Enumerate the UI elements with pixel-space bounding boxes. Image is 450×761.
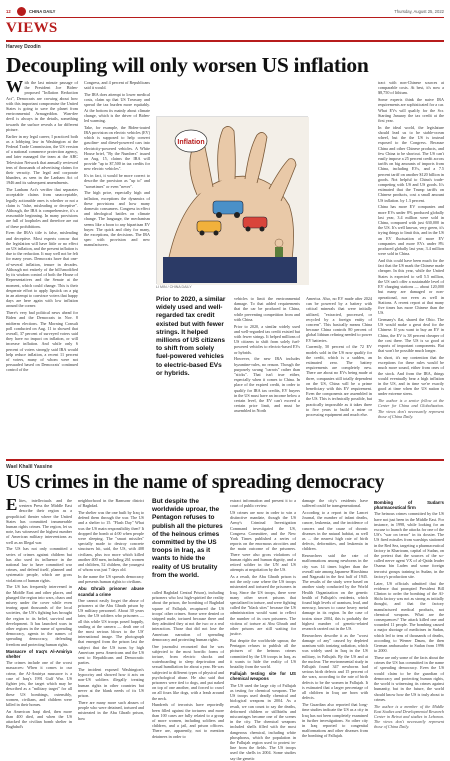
article2-para: But despite the worldwide uproar, the Pentagon refuses to publish all the pictures of the heinous crimes committed by the US troops in Iraq, as it wants to hide the reality of US brutality from the world.	[230, 638, 296, 670]
article1-column-5	[378, 80, 444, 455]
page-header	[6, 6, 444, 18]
article2-para: neighborhood in the Ramsonr district of Baghdad.	[78, 498, 144, 509]
article1-para: There's very bad political news ahead for Biden and the Democrats in Nov. 8 midterm elections. The Morning Consult poll conducted on Aug. 11 to showed that overall, 37 percent of surveyed voters said they have no impact on inflation, or will increase inflation. And while only 6 percent of voters strongly said IRA would help reduce inflation, a recent 11 percent of voters, many of whom were not persuaded based on Democrats' continued control of the	[6, 310, 78, 373]
article1-para: In short, it's my contention that the exceptions for these rules would be much more sound, either from ones of the stock. And from the IRA, things would eventually bear a high inflation in the US, and in time we're exactly good at time when the US nation is under extreme stress.	[378, 354, 444, 397]
article1-byline: Harvey Dzodin	[6, 44, 41, 50]
article2-pull-quote: But despite the worldwide uproar, the Pentagon refuses to publish all the pictures of the heinous crimes committed by the US troops in Iraq, as it wants to hide the reality of US brutality from the world.	[152, 498, 223, 579]
article2-para: Hundreds of terrorists have reportedly been filled against the torturers and more than 100 cases are fully related to a group of more women, including soldiers and children, and a jail, and prison officers. There are, apparently, not to mention detainees in order to	[152, 702, 224, 739]
article2-para: One journalist recounted that he was subjected to the most horrific forms of torture, from electric shocks and waterboarding to sleep deprivation and sexual humiliation for about a year. He was subjected to different types of physical and psychological abuse. He also said that prisoners were tied to dogs, and put naked on top of one another, and forced to crawl on all fours like dogs, with a leash around the neck.	[152, 643, 224, 701]
article1-para: Congress, and 4 percent of Republicans said it would.	[84, 80, 150, 91]
article2-para: The US has not only committed a series of crimes against children but has also used its influence in the national law to have committed war crimes, and defend itself, planned and systematic people, which are gross violations of human rights.	[6, 546, 72, 583]
page-number: 12	[6, 9, 11, 14]
article2-para: The incident exposed Washington's hypocrisy and showed how it acts on non-US soldiers illegally treating human rights in other countries but never at the blank needs of its US prison.	[78, 667, 144, 699]
article2-column-2	[78, 498, 144, 744]
article2-column-4	[230, 498, 296, 761]
article2-para: Later, US officials admitted that the evidence that prompted President Bill Clinton to order the bombing of the Al-Shifa factory was not as strong as initially thought, and that the factory manufactured medical products, not chemical weapons. What are the consequences? The attack killed one and wounded 11 people. The bombing caused a major shortage of medicines in Sudan, which led to tens of thousands of deaths, according to Werner Daum, the then German ambassador to Sudan from 1996 to 2000.	[374, 580, 444, 654]
article1-column-2	[84, 80, 150, 455]
article2-para: The US has frequently intervened in the Middle East and other places, and plunged the region into wars, chaos and misery under the cover while even tearing apart thousands of the local societies, the US's fighting has brought the region to its belief, survival and development. It has launched wars in other regions in the name of spreading democracy, agents in the names of spreading democracy, defending freedom and protecting human rights.	[6, 584, 72, 647]
article1-para: Some experts think the naive IRA requirements are sophisticated for a car. What EVs will qualify for the Scr. Starting January the tax credit at the first year.	[378, 97, 444, 124]
article1-para: The Lanham Act's verifier that separates acceptable claims from unacceptable, legally actionable ones is whether or not a claim is "false, misleading or deceptive". Although, the IRA is comprehensive, it's a reasonable beginning. In many provisions are full of loopholes and therefore are out of these prohibitions.	[6, 187, 78, 229]
article2-byline: Wael Khalil Yassine	[6, 464, 53, 470]
article2-para: US crimes are now in order to win a distinctive mandate, though the US Army's Criminal Investigation Command investigated the US, Congress Committee, and the New York Times published a series of reports on the enormous atrocities and the main outcome of the prisoners. There were also gross violations of human rights and human dignity, and a retired soldier in the UN and US attempts at negotiation by the US.	[230, 510, 296, 573]
article2-dropcap: E	[6, 495, 18, 514]
china-daily-logo-icon	[17, 7, 26, 16]
article1-para: China has more EV companies and more EVs under 8% produced globally last year, 3.4 million were sold in China, compared with just 630,000 in the US. It's well known, very green, it's trying things to limit this, and in the US an EV fluctuation of more EV companies and more EVs under 8% produced globally last year, 3.4 million were sold in China.	[378, 204, 444, 257]
article1-para: The IRA does attempt to lower medical costs, claim up that US Treasury and spread the tax burden more equitably. At the bottom its mainly about climate change, which is the driver of Biden-led warming.	[84, 92, 150, 124]
article2-para: In the name the US spreads democracy and presents human rights to civilians.	[78, 574, 144, 585]
cartoon-credit: LI MIN / CHINA DAILY	[156, 285, 192, 289]
article2-para: lites, intellectuals and the western Press the Middle East describe their region as a geopolitical theater where the United States has committed innumerable human rights crimes. The region, let us note, has witnessed the highest number of American military interventions as well as an Illegal war.	[6, 498, 72, 545]
article2-column-6	[374, 498, 444, 744]
article2-column-3	[152, 590, 224, 744]
article1-para: ith the last minute passage of the President Joe Biden-proposed "Inflation Reduction Act", Democrats are crowing about how with this important compromise the United States is going to save the planet from environmental Armageddon. Wan-dee devil is always in the details, something towards the surface reveals a far different picture.	[6, 80, 78, 132]
article2-headline: US crimes in the name of spreading democracy	[6, 472, 385, 493]
section-title: VIEWS	[6, 20, 58, 36]
article2-para: There are many more such abuses of people who were detained, tortured and mistreated in the Abu Ghraib prison, how	[78, 699, 144, 721]
article1-para: However, the new IRA includes byzantine-rules, no reason. Though the purposely swung "carrots" rather than "sticks". That isn't true either, especially when it comes to China. In place of the expired credit, in order to qualify for IRA tax credits, EV buyers in the US must have an income below a certain level, the EV can't exceed a certain price limit, and must be assembled in North	[234, 356, 300, 414]
article1-dropcap: W	[6, 77, 23, 96]
article2-para: Researchers describe it as the "worst damage of any" caused by depleted uranium with ionizing radiation, which was widely used in Iraq in the US military, in Fallujah. By the US and at the nuclear. The environmental study in Fallujah found 347 newborns had serious birth defects and 15 percent of the wars, according to the rate of birth defects to be the women in Fallujah. It is estimated that a larger percentage of all children in Iraq are born with defects.	[302, 632, 368, 701]
article2-para: The heinous crimes committed by the US have not just been in the Middle East. For instance, in 1998, while looking for an excuse to launch the attacks for one of the US's "war on terror" in its dossier. The US fired missiles from warships stationed in the Red Sea, targeting a pharmaceutical factory in Khartoum, capital of Sudan, on the pretext that the sources of the so-called nerve agent VX of al-Qaida leader Osama bin Laden and some foreign terrorist groups training in Sudan, in the factory's production site.	[374, 511, 444, 579]
article1-column-4b	[306, 296, 372, 456]
article1-para: Germany's flat, shared the Ohio. The US would make a great deal for the Chinese. If you want to buy an EV in China, the EV is 38 percent cheaper of the cost there. The US is so good at exports of important components. But that won't be possible much longer.	[378, 316, 444, 354]
article2-subhead: Abu Ghraib prisoner abuse scandal a crime	[78, 586, 144, 597]
article2-para: One cannot easily forget the abuse of prisoners at the Abu Ghraib prison by US military personnel. About 30 years later, the US soldiers who prisoners — all this while US troops posed happily, smiling at the camera — dealt one of the most serious blows to the US' international image. The photograph that emerged from the prison last the subject that the US turns by high American press Americans and the US sent to Republicans and Democratic parties.	[78, 597, 144, 666]
article1-author-note: The author is a senior fellow at the Center for China and Globalization. The views don't necessarily represent those of China Daily.	[378, 398, 444, 419]
publication-name: CHINA DAILY	[29, 9, 56, 14]
article1-para: It's in fact, it would be more correct to describe the provision as "up to" and "sometimes" or even "never".	[84, 173, 150, 189]
article2-para: These are only some of the facts about the crimes the US has committed in the name of spreading democracy. Even the US would claim to be the guardian of democracy and protecting human rights, the world is witnessing its crimes against humanity, but in the future, the world should know how the US is truly about to crimes.	[374, 655, 444, 702]
cartoon-inflation-label: Inflation	[177, 139, 205, 146]
article2-para: called Baghdad Central Prison), including prisoners who lost high-spirited the reality about the prison, the bombing of Baghdad square of Fallujah, recaptured the US troops' other crimes. Some were denied or stripped nude, tortured because there and they admitted they at not the two or a real interaction. Those that did not lose the American narration of spreading democracy and protecting human rights.	[152, 590, 224, 642]
article2-author-note: The author is a member of the Middle East Studies and Developmental Research Center in Beirut and studies in Lebanon. The views don't necessarily represent those of China Daily.	[374, 703, 444, 730]
inflation-cartoon-illustration	[157, 117, 309, 285]
issue-date: Thursday, August 25, 2022	[394, 9, 444, 14]
article1-para: The high price, especially high and inflation, exceptions the dynamics of these provisions and how many domestic consumers. Congress in effect and ideological battles on climate change. The language, the mechanism seems like a boon to any bipartisan EV buyer. The quick and dirty for many, the exceptions, the decisions. The IRA spec with provision and new manufacturers.	[84, 190, 150, 248]
article2-para: The shelter was the one built by Iraq to defend them through the war. The US and a shelter to 15. "Flash Day" What was the US main responsibility then? It dropped the bomb at 4:00 when people were sleeping. The "smart missiles" specially made to destroy concrete structures hit, said, the US, with 408 civilians, plus two more which killed another 400 men, including 261 women and children, 52 children, the youngest of whom was just 7 days old.	[78, 510, 145, 573]
article2-para: An American Iraqi died, then more than 400 died, and when the US attacked the civilian bomb shelter in Baghdad's	[6, 708, 72, 730]
section-rule	[6, 40, 444, 42]
article2-subhead: Fallujah testing site for US chemical weapons	[230, 671, 296, 682]
article2-para: extract information and present it to a court of public review.	[230, 498, 296, 509]
article1-para: Currently, 50 percent of the 72 EV models sold in the US now qualify for the credit, which is a sudden, an estimated zero. The battery requirements are completely new. There are about no EVs being made at three, companies still totally dependent on the US, China will be a prime beneficiary with this EV requirement. Even the components are assembled in the US. This is technically possible, but practically impossible as it takes three to five years to build a mine or processing equipment and much else.	[306, 344, 372, 418]
article1-para: tract with non-Chinese sources at comparable costs. At best, it's now a $8,750 of lithium.	[378, 80, 444, 96]
article1-para: America. Also, no EV made after 2024 can be powered by a battery with critical minerals that were initially utilized, "extracted, processed, or recycled by a foreign entity of concern". This basically means China because China controls 80 percent of global lithium refining needed to power EV batteries.	[306, 296, 372, 343]
article2-subhead: Bombing of Sudan's pharmaceutical firm	[374, 500, 444, 511]
article2-column-5	[302, 498, 368, 744]
article2-para: According to a report in the Lancet Journal, the number of infant deaths, cancer, leukemia, and the incidence of cancers and the cause of chronic diseases in the natural habitat, as well as ... the nearest high rate of birth defects, deformities, and leukemia in children.	[302, 510, 368, 552]
article1-para: And this could have been much for the fact that the US mark the Chinese made cheaper. In this year, while the United States is expected to sell 5.5 million, the US can't offer a sustainable level of EV charging stations — about 120,000 but many are damaged or non-operational, nor even as well in Stations. A recent report at that many five times has more Chinese than the US.	[378, 258, 444, 316]
article1-para: Prior to 2020, a similar widely used and well-regarded tax credit existed but with fewer strings. It helped millions of US citizens to shift from solely fuel-powered vehicles to electric-based EVs or hybrids.	[234, 323, 300, 355]
article1-column-3b	[234, 296, 300, 456]
article1-pull-quote: Prior to 2020, a similar widely used and well-regarded tax credit existed but with fewer strings. It helped millions of US citizens to shift from solely fuel-powered vehicles to electric-based EVs or hybrids.	[156, 296, 226, 377]
article2-subhead: Massacre of Iraq's Al-Amiriya shelter	[6, 648, 72, 660]
editorial-cartoon	[156, 116, 308, 284]
article1-para: Even the IRA's title is false, misleading and deceptive. Most experts concur that the legislation will have little or no effect on US inflation, and the present inflation is due to the reduction. It may well not be felt for many years. Democrats have that one-of-several inflation, tenure in decades. Although not entirely of the bill'smodified by its wisdom control of both the House of Representatives and the Senate at the moment, which could change. This is their desperate effort to apply lipstick on a pig in an attempt to convince voters that happy days are here again with low inflation around the corner.	[6, 230, 78, 309]
article1-para: Earlier in my legal career, I practiced both as a lobbying law in Washington at the Federal Trade Commission, the US version of a national commerce protection agency, and later managed the team at the ABC Television Network that annually reviewed tens of thousands of advertising claims for their veracity. The legal and corporate blunders, as seen in the Lanham Act of 1946 and its subsequent amendments.	[6, 133, 78, 186]
article1-headline: Decoupling will only worsen US inflation	[6, 53, 369, 77]
article1-para: vehicles to limit the environmental damage. To that added requirements that the car be produced in China, while preventing competition from and with China.	[234, 296, 300, 322]
article2-para: damage the city's residents have suffered could be transgenerational.	[302, 498, 368, 509]
article1-para: Take, for example, the Biden-touted IRA provision on electric vehicles (EV) which is supposed to help convert gasoline- and diesel-powered cars into electricity-powered vehicles. A White House brief, "By the Numbers" issued on Aug. 15, claims the IRA will provide "up to $7,500 in tax credits for new electric vehicles".	[84, 124, 150, 172]
article2-para: The crimes include one of the worst massacres: When it comes to our crime, the Al-Amiriya massacre is a case of Iraq's 1991 Gulf War. US fighter jets, the target which may be described as a "military target" for all these US bombings, ostensibly, women, civilians, and children were killed in their homes.	[6, 660, 72, 707]
article2-para: The Guardian also reported that long-time studies indicate the US as a city in Iraq has not been completely examined in further investigations. So other city in Iraq reported to congenital malformations and other diseases from the bombing of Fallujah.	[302, 702, 368, 739]
article-divider	[6, 459, 444, 461]
article2-para: The US used the large city of Fallujah as testing for chemical weapons. The US troops used deadly chemical and biological weapons in 2004. As a result, we can count to say the deaths, deformed children or stillbirths and miscarriages became one of the scenes in the city. The chemical weapons included shells filled with the most dangerous chemical, including white phosphorus, which the population in the Fallujah region used to protest in-line from the fields. The US troops used the shells in 2004. Some studies say the genetic	[230, 682, 296, 761]
article1-column-1	[6, 77, 78, 455]
article2-para: As a result, the Abu Ghraib prison is not the only case where the US troops mistreated and tortured the prisoners in Iraq. Since the US troops, there were many other secret prisons that specialized in torture, and were fighting called the "black sites" because the US administration would want to reflect the number of its own prisoners. The victims of torture at Abu Ghraib and other prisons are still waiting for justice.	[230, 574, 296, 637]
article2-column-1	[6, 495, 72, 744]
article1-para: In the ideal world, the legislature should lead us to be stable-ocean wheel, but the the US is instead exposed to the Congress. Because China and other Chinese products, and few China to be shortcut. The US can't easily impose a 25 percent credit across tariffs on big amounts of imports from China, including EVs, and a 7.5 percent tariff on another $120 billion in goods. Not helpful to China's trade-competing with US and US goods. It's estimated that the Trump tariffs on Chinese products, cost a small amount US inflation. by 1.3 percent.	[378, 124, 444, 203]
article2-para: Researchers said the rate of malformations among newborns in the city was 14 times higher than the overall rate among Japanese Hiroshima and Nagasaki in the first half of 1945. The results of the study were based on another study conducted by the World Health Organization on the genetic health of Fallujah's residents, which found high levels of uranium, lead, and mercury, known to cause heavy metal damage in its region. In the case of toxins since 2004, this is probably the highest number of genetic-related research carried out in the US.	[302, 553, 368, 632]
